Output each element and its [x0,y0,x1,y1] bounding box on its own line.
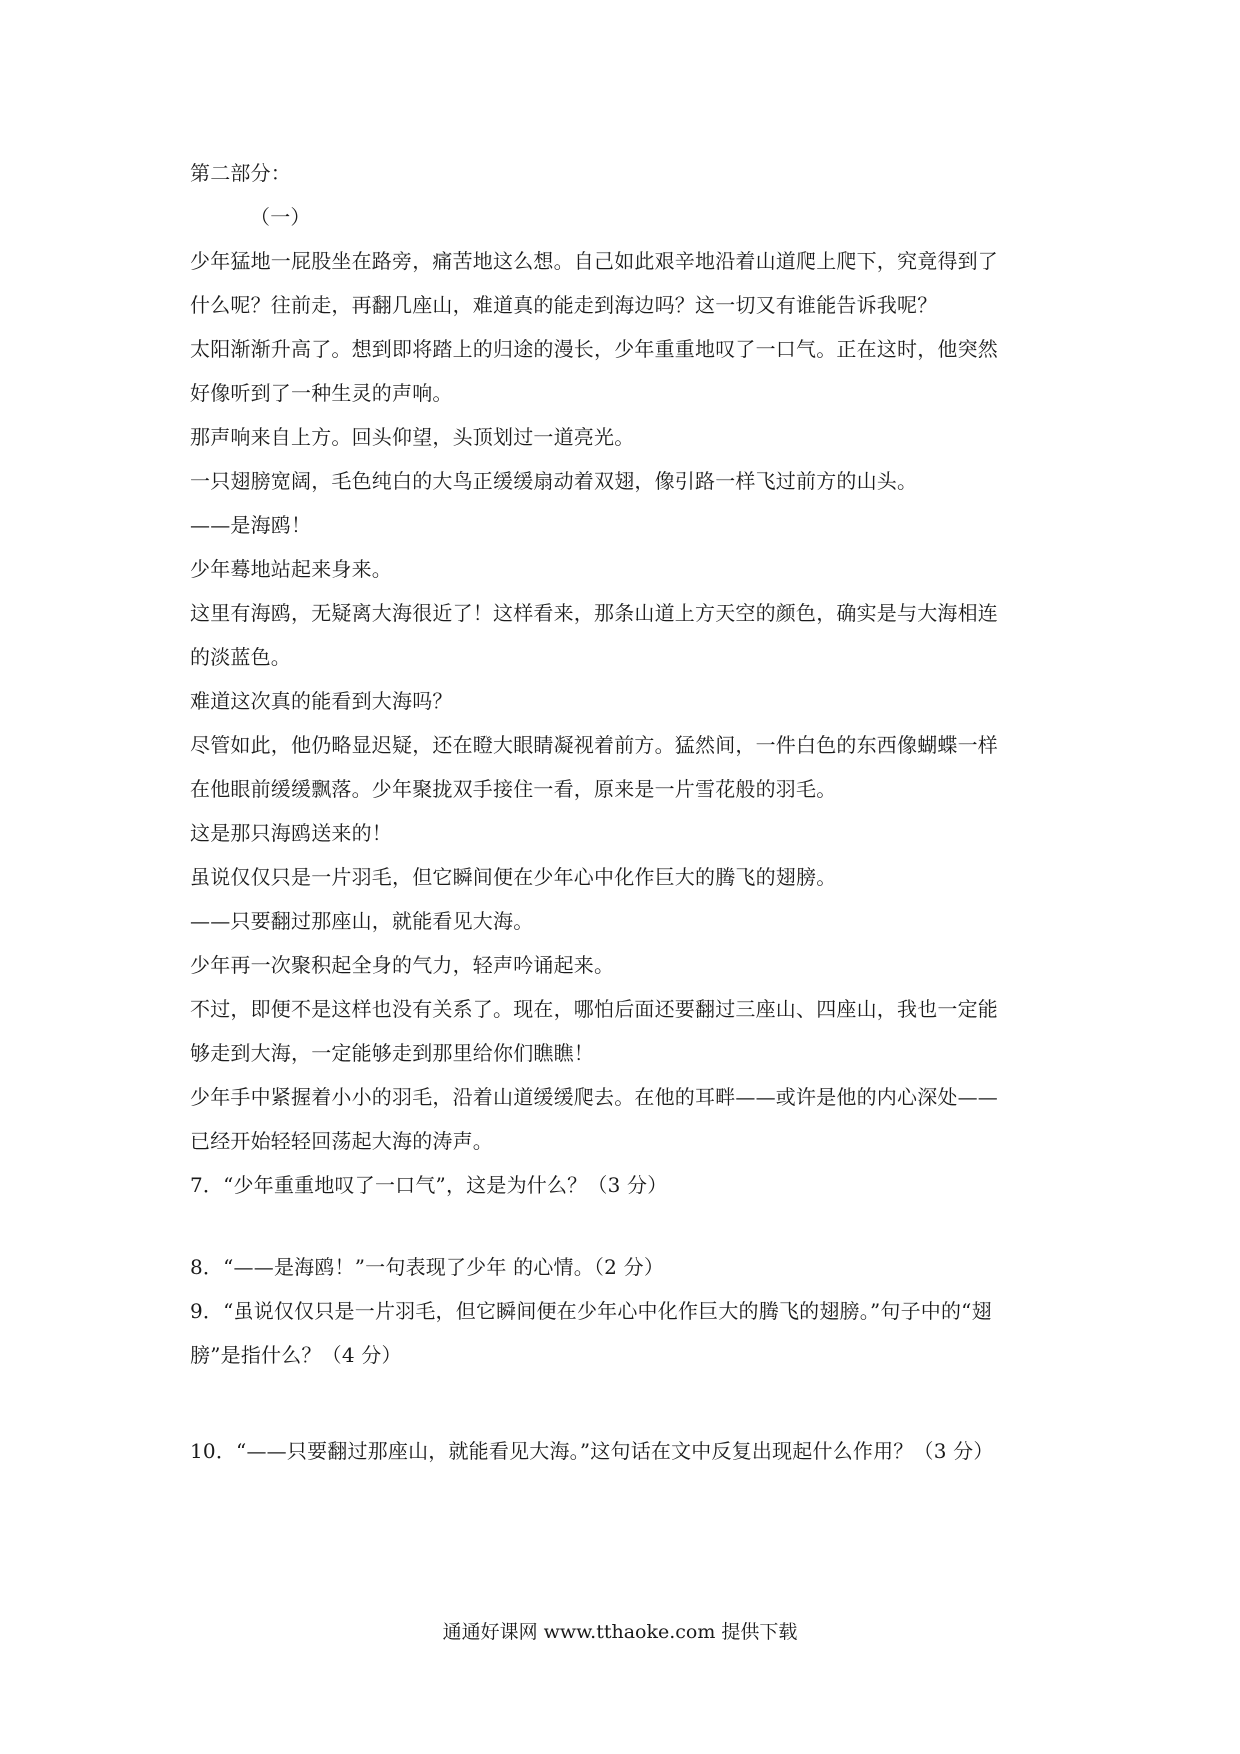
question-7: 7．“少年重重地叹了一口气”，这是为什么？（3 分） [190,1173,668,1197]
passage-line: 已经开始轻轻回荡起大海的涛声。 [190,1129,493,1153]
passage-line: 虽说仅仅只是一片羽毛，但它瞬间便在少年心中化作巨大的腾飞的翅膀。 [190,865,837,889]
passage-line: 那声响来自上方。回头仰望，头顶划过一道亮光。 [190,425,635,449]
passage-line: 这里有海鸥，无疑离大海很近了！这样看来，那条山道上方天空的颜色，确实是与大海相连 [190,601,998,625]
passage-line: 在他眼前缓缓飘落。少年聚拢双手接住一看，原来是一片雪花般的羽毛。 [190,777,837,801]
passage-line: 一只翅膀宽阔，毛色纯白的大鸟正缓缓扇动着双翅，像引路一样飞过前方的山头。 [190,469,918,493]
passage-line: 什么呢？往前走，再翻几座山，难道真的能走到海边吗？这一切又有谁能告诉我呢？ [190,293,938,317]
passage-line: 少年猛地一屁股坐在路旁，痛苦地这么想。自己如此艰辛地沿着山道爬上爬下，究竟得到了 [190,249,998,273]
question-9-line-1: 9．“虽说仅仅只是一片羽毛，但它瞬间便在少年心中化作巨大的腾飞的翅膀。”句子中的“翅 [190,1299,992,1323]
passage-line: 的淡蓝色。 [190,645,291,669]
passage-line: ——是海鸥！ [190,513,312,537]
section-title: 第二部分： [190,161,291,185]
question-9-line-2: 膀”是指什么？（4 分） [190,1343,402,1367]
passage-line: 这是那只海鸥送来的！ [190,821,392,845]
passage-line: 不过，即便不是这样也没有关系了。现在，哪怕后面还要翻过三座山、四座山，我也一定能 [190,997,998,1021]
passage-line: 少年再一次聚积起全身的气力，轻声吟诵起来。 [190,953,615,977]
question-8: 8．“——是海鸥！”一句表现了少年 的心情。（2 分） [190,1255,665,1279]
questions [190,1170,1070,1466]
footer-credit: 通通好课网 www.tthaoke.com 提供下载 [442,1621,798,1643]
passage-line: 少年蓦地站起来身来。 [190,557,392,581]
passage [190,246,1070,1156]
subsection-heading: （一） [250,205,311,229]
passage-line: 太阳渐渐升高了。想到即将踏上的归途的漫长，少年重重地叹了一口气。正在这时，他突然 [190,337,998,361]
passage-line: 尽管如此，他仍略显迟疑，还在瞪大眼睛凝视着前方。猛然间，一件白色的东西像蝴蝶一样 [190,733,998,757]
passage-line: 好像听到了一种生灵的声响。 [190,381,453,405]
passage-line: 够走到大海，一定能够走到那里给你们瞧瞧！ [190,1041,594,1065]
passage-line: 难道这次真的能看到大海吗？ [190,689,453,713]
passage-line: 少年手中紧握着小小的羽毛，沿着山道缓缓爬去。在他的耳畔——或许是他的内心深处—— [190,1085,998,1109]
document-body [190,158,1070,1480]
passage-line: ——只要翻过那座山，就能看见大海。 [190,909,534,933]
question-10: 10．“——只要翻过那座山，就能看见大海。”这句话在文中反复出现起什么作用？（3 分） [190,1439,994,1463]
